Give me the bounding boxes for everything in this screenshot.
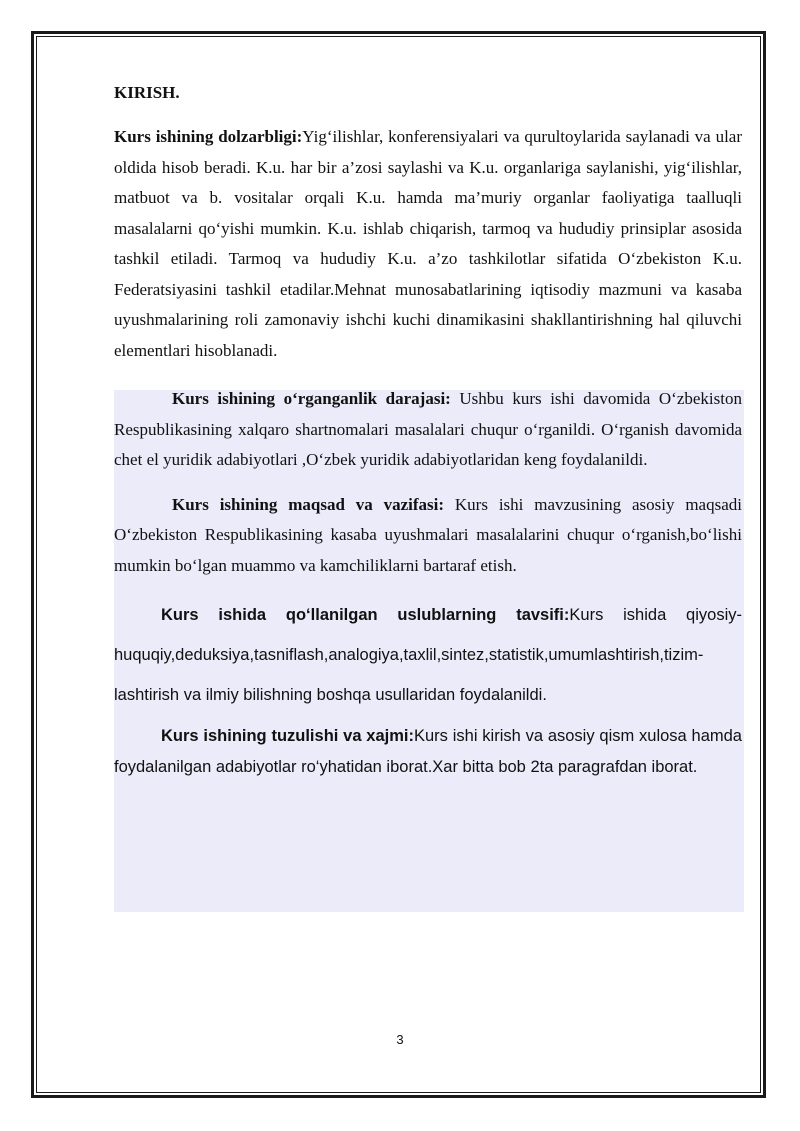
paragraph-label: Kurs ishining dolzarbligi: (114, 127, 303, 146)
paragraph-text: Kurs ishi mavzusining asosiy maqsadi O‘zbekiston Respublikasining kasaba uyushmalari masalalarini chuqur o‘rganish,bo‘lishi mumkin bo‘lgan muammo va kamchiliklarni bartaraf etish. (114, 494, 742, 575)
paragraph-structure (114, 721, 742, 782)
paragraph-relevance (114, 122, 742, 366)
paragraph-label: Kurs ishining tuzulishi va xajmi: (161, 727, 414, 745)
document-body (114, 80, 742, 782)
paragraph-text: Kurs ishi kirish va asosiy qism xulosa hamda foydalanilgan adabiyotlar ro‘yhatidan iborat.Xar bitta bob 2ta paragrafdan iborat. (114, 727, 742, 776)
paragraph-label: Kurs ishining o‘rganganlik darajasi: (172, 389, 451, 408)
paragraph-methods (114, 595, 742, 715)
paragraph-text: Kurs ishida qiyosiy-huquqiy,deduksiya,tasniflash,analogiya,taxlil,sintez,statistik,umumlashtirish,tizim-lashtirish va ilmiy bilishning boshqa usullaridan foydalanildi. (114, 606, 742, 704)
paragraph-text: Ushbu kurs ishi davomida O‘zbekiston Respublikasining xalqaro shartnomalari masalalari chuqur o‘rganildi. O‘rganish davomida chet el yuridik adabiyotlari ,O‘zbek yuridik adabiyotlaridan keng foydalanildi. (114, 389, 742, 469)
page-number: 3 (396, 1032, 404, 1047)
paragraph-text: Yig‘ilishlar, konferensiyalari va qurultoylarida saylanadi va ular oldida hisob beradi. K.u. har bir a’zosi saylashi va K.u. organlariga saylanishi, yig‘ilishlar, matbuot va b. vositalar orqali K.u. hamda ma’muriy organlar faoliyatiga taalluqli masalalarni qo‘yishi mumkin. K.u. ishlab chiqarish, tarmoq va hududiy prinsiplar asosida tashkil etiladi. Tarmoq va hududiy K.u. a’zo tashkilotlar sifatida O‘zbekiston K.u. Federatsiyasini tashkil etadilar.Mehnat munosabatlarining iqtisodiy mazmuni va kasaba uyushmalarining roli zamonaviy ishchi kuchi dinamikasini shakllantirishning hal qiluvchi elementlari hisoblanadi. (114, 127, 743, 360)
paragraph-label: Kurs ishida qo‘llanilgan uslublarning tavsifi: (161, 606, 570, 624)
section-heading: KIRISH. (114, 83, 180, 102)
paragraph-study-level (114, 384, 742, 476)
paragraph-goals (114, 490, 742, 582)
paragraph-label: Kurs ishining maqsad va vazifasi: (172, 494, 445, 514)
